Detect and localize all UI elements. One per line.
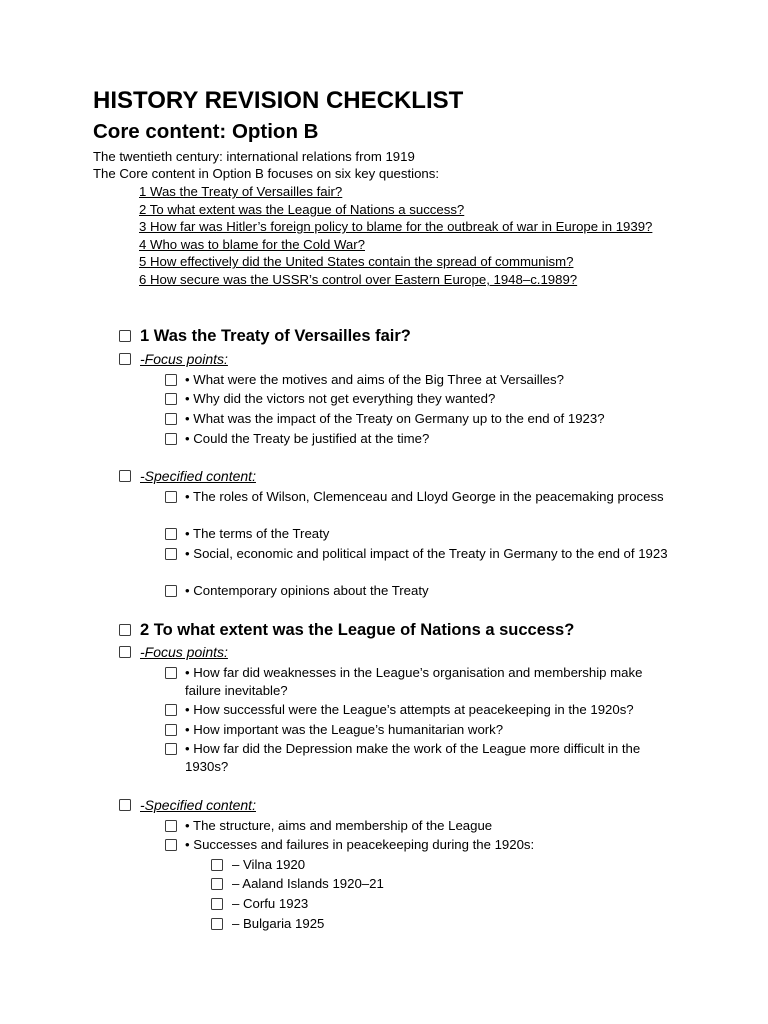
checklist-checkbox[interactable] bbox=[165, 839, 177, 851]
checklist-subitem: – Aaland Islands 1920–21 bbox=[232, 876, 384, 891]
checklist-item: • How important was the League’s humanitarian work? bbox=[185, 722, 504, 737]
checklist-item: • What was the impact of the Treaty on Germany up to the end of 1923? bbox=[185, 411, 605, 426]
intro-line: The twentieth century: international relations from 1919 bbox=[93, 149, 415, 164]
key-question-link-6[interactable]: 6 How secure was the USSR’s control over Eastern Europe, 1948–c.1989? bbox=[139, 271, 578, 287]
key-question-link-3[interactable]: 3 How far was Hitler’s foreign policy to blame for the outbreak of war in Europe in 1939? bbox=[139, 219, 653, 235]
key-question-link-4[interactable]: 4 Who was to blame for the Cold War? bbox=[139, 236, 365, 252]
checklist-item: • Why did the victors not get everything they wanted? bbox=[185, 391, 496, 406]
checklist-checkbox[interactable] bbox=[165, 820, 177, 832]
checklist-checkbox[interactable] bbox=[211, 898, 223, 910]
checklist-checkbox[interactable] bbox=[165, 528, 177, 540]
checklist-checkbox[interactable] bbox=[211, 918, 223, 930]
checklist-checkbox[interactable] bbox=[165, 724, 177, 736]
checklist-item: • What were the motives and aims of the Big Three at Versailles? bbox=[185, 372, 564, 387]
checklist-subitem: – Vilna 1920 bbox=[232, 857, 306, 872]
checklist-item: • The roles of Wilson, Clemenceau and Lloyd George in the peacemaking process bbox=[185, 489, 664, 504]
intro-line: The Core content in Option B focuses on six key questions: bbox=[93, 166, 439, 181]
checklist-item: • How far did weaknesses in the League’s organisation and membership make failure inevitable? bbox=[185, 665, 643, 698]
checklist-checkbox[interactable] bbox=[211, 878, 223, 890]
specified-content-label: -Specified content: bbox=[140, 797, 256, 813]
focus-points-checkbox[interactable] bbox=[119, 353, 131, 365]
section-2-checkbox[interactable] bbox=[119, 624, 131, 636]
specified-content-label: -Specified content: bbox=[140, 468, 256, 484]
checklist-item: • Successes and failures in peacekeeping during the 1920s: bbox=[185, 837, 535, 852]
section-2-heading: 2 To what extent was the League of Nations a success? bbox=[140, 621, 575, 639]
checklist-checkbox[interactable] bbox=[211, 859, 223, 871]
key-question-link-5[interactable]: 5 How effectively did the United States contain the spread of communism? bbox=[139, 254, 574, 270]
checklist-checkbox[interactable] bbox=[165, 491, 177, 503]
intro-text bbox=[93, 148, 439, 182]
focus-points-checkbox[interactable] bbox=[119, 646, 131, 658]
document-title: HISTORY REVISION CHECKLIST bbox=[93, 87, 464, 114]
document-subtitle: Core content: Option B bbox=[93, 120, 319, 143]
checklist-item: • Social, economic and political impact of the Treaty in Germany to the end of 1923 bbox=[185, 546, 668, 561]
checklist-subitem: – Corfu 1923 bbox=[232, 896, 309, 911]
checklist-item: • Could the Treaty be justified at the time? bbox=[185, 431, 430, 446]
checklist-checkbox[interactable] bbox=[165, 374, 177, 386]
focus-points-label: -Focus points: bbox=[140, 351, 228, 367]
checklist-checkbox[interactable] bbox=[165, 548, 177, 560]
specified-content-checkbox[interactable] bbox=[119, 470, 131, 482]
checklist-checkbox[interactable] bbox=[165, 585, 177, 597]
checklist-item: • How far did the Depression make the work of the League more difficult in the 1930s? bbox=[185, 741, 641, 774]
focus-points-label: -Focus points: bbox=[140, 644, 228, 660]
checklist-checkbox[interactable] bbox=[165, 743, 177, 755]
key-question-link-2[interactable]: 2 To what extent was the League of Nations a success? bbox=[139, 201, 465, 217]
checklist-item: • Contemporary opinions about the Treaty bbox=[185, 583, 429, 598]
section-1-heading: 1 Was the Treaty of Versailles fair? bbox=[140, 327, 411, 345]
checklist-checkbox[interactable] bbox=[165, 667, 177, 679]
key-questions-list bbox=[139, 183, 659, 289]
checklist-checkbox[interactable] bbox=[165, 393, 177, 405]
checklist-checkbox[interactable] bbox=[165, 413, 177, 425]
checklist-item: • The structure, aims and membership of the League bbox=[185, 818, 493, 833]
specified-content-checkbox[interactable] bbox=[119, 799, 131, 811]
checklist-item: • The terms of the Treaty bbox=[185, 526, 330, 541]
section-1-checkbox[interactable] bbox=[119, 330, 131, 342]
key-question-link-1[interactable]: 1 Was the Treaty of Versailles fair? bbox=[139, 184, 343, 199]
checklist-item: • How successful were the League’s attempts at peacekeeping in the 1920s? bbox=[185, 702, 634, 717]
checklist-checkbox[interactable] bbox=[165, 704, 177, 716]
checklist-checkbox[interactable] bbox=[165, 433, 177, 445]
checklist-subitem: – Bulgaria 1925 bbox=[232, 916, 325, 931]
